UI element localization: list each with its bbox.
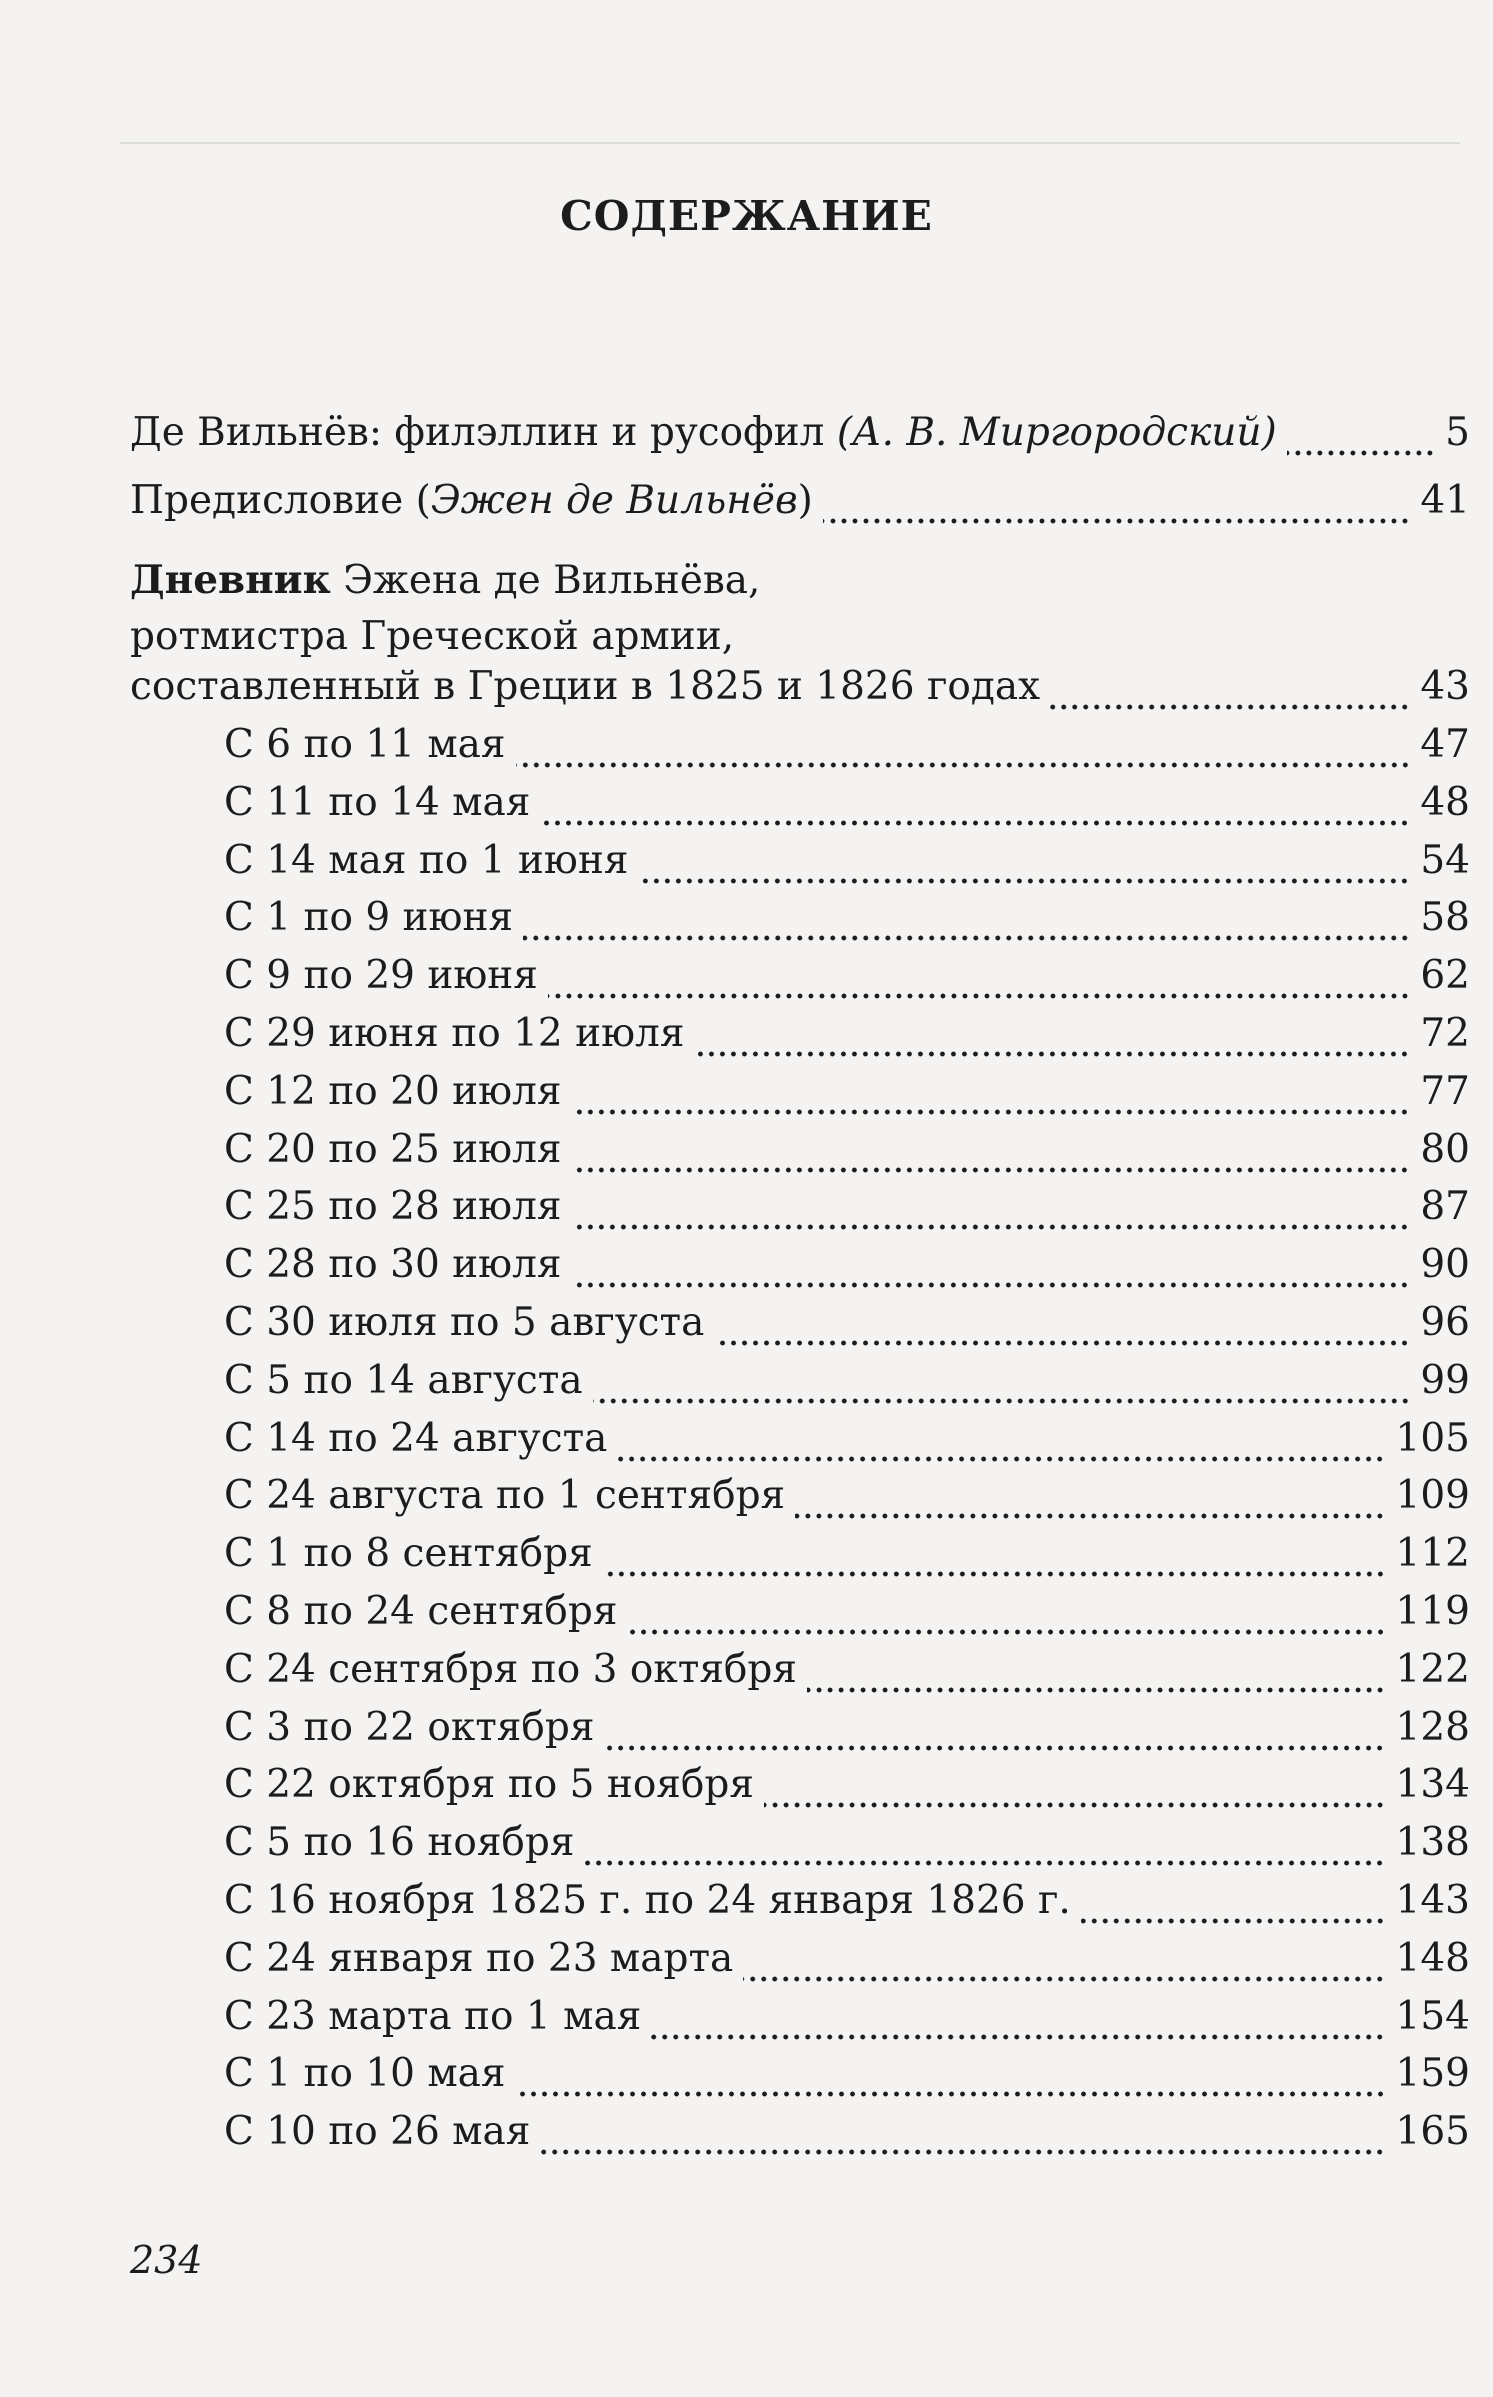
toc-subentry-label: С 23 марта по 1 мая — [224, 1993, 642, 2039]
toc-page-number: 87 — [1420, 1184, 1470, 1230]
dot-leader — [807, 1686, 1386, 1694]
toc-entry-diary-last-line[interactable] — [130, 664, 1470, 722]
toc-entry-author: Эжен де Вильнёв — [430, 478, 798, 523]
toc-page-number: 138 — [1395, 1820, 1470, 1866]
toc-page-number: 41 — [1420, 478, 1470, 523]
dot-leader — [593, 1397, 1411, 1405]
toc-subentry-label: С 1 по 8 сентября — [224, 1531, 593, 1577]
dot-leader — [795, 1512, 1385, 1520]
dot-leader — [571, 1108, 1410, 1116]
toc-subentry[interactable] — [130, 838, 1470, 896]
toc-subentry-label: С 8 по 24 сентября — [224, 1589, 618, 1634]
dot-leader — [540, 2148, 1385, 2156]
dot-leader — [638, 877, 1410, 885]
dot-leader — [823, 517, 1410, 525]
toc-subentry-label: С 24 января по 23 марта — [224, 1935, 734, 1981]
dot-leader — [584, 1859, 1385, 1867]
toc-subentry-label: С 20 по 25 июля — [224, 1126, 562, 1172]
toc-page-number: 80 — [1420, 1126, 1470, 1172]
toc-entry-preface[interactable] — [130, 478, 1470, 536]
toc-entry-author: (А. В. Миргородский) — [836, 410, 1277, 455]
dot-leader — [743, 1975, 1385, 1983]
toc-page-number: 47 — [1420, 722, 1470, 767]
dot-leader — [628, 1628, 1386, 1636]
toc-subentry[interactable] — [130, 1994, 1470, 2052]
toc-entry-diary[interactable] — [130, 552, 1470, 665]
toc-entry-intro[interactable] — [130, 410, 1470, 468]
toc-subentry[interactable] — [130, 895, 1470, 953]
toc-subentry-label: С 22 октября по 5 ноября — [224, 1762, 754, 1808]
toc-page-number: 122 — [1395, 1646, 1470, 1692]
toc-subentry[interactable] — [130, 1473, 1470, 1531]
dot-leader — [540, 819, 1410, 827]
toc-page-number: 54 — [1420, 837, 1470, 883]
toc-subentry[interactable] — [130, 1127, 1470, 1185]
toc-subentry[interactable] — [130, 1647, 1470, 1705]
dot-leader — [764, 1801, 1386, 1809]
toc-subentry-label: С 30 июля по 5 августа — [224, 1300, 705, 1345]
page-number-footer: 234 — [130, 2238, 203, 2282]
diary-title-line-2: ротмистра Греческой армии, — [130, 614, 735, 659]
toc-subentry[interactable] — [130, 1705, 1470, 1763]
toc-subentry[interactable] — [130, 1820, 1470, 1878]
toc-subentry-label: С 14 мая по 1 июня — [224, 837, 629, 883]
toc-subentry-label: С 6 по 11 мая — [224, 722, 506, 767]
toc-page-number: 119 — [1395, 1589, 1470, 1634]
toc-subentry-label: С 24 августа по 1 сентября — [224, 1473, 786, 1519]
dot-leader — [516, 761, 1411, 769]
dot-leader — [523, 934, 1410, 942]
show-through-rule — [120, 142, 1460, 144]
toc-page-number: 134 — [1395, 1762, 1470, 1808]
toc-subentry-label: С 9 по 29 июня — [224, 953, 538, 999]
toc-page-number: 43 — [1420, 664, 1470, 709]
toc-page-number: 58 — [1420, 895, 1470, 941]
toc-subentry[interactable] — [130, 1762, 1470, 1820]
toc-subentry[interactable] — [130, 1589, 1470, 1647]
toc-page-number: 62 — [1420, 953, 1470, 999]
toc-subentry-label: С 24 сентября по 3 октября — [224, 1646, 797, 1692]
toc-entry-label: Де Вильнёв: филэллин и русофил (А. В. Миргородский) — [130, 410, 1277, 455]
toc-subentry[interactable] — [130, 1011, 1470, 1069]
toc-subentry[interactable] — [130, 1936, 1470, 1994]
toc-subentry-label: С 10 по 26 мая — [224, 2109, 531, 2155]
toc-subentry-label: С 3 по 22 октября — [224, 1704, 595, 1750]
toc-subentry-label: С 5 по 14 августа — [224, 1357, 583, 1403]
toc-page-number: 99 — [1420, 1357, 1470, 1403]
toc-subentry[interactable] — [130, 953, 1470, 1011]
toc-subentry[interactable] — [130, 1300, 1470, 1358]
toc-subentry[interactable] — [130, 1531, 1470, 1589]
toc-subentry[interactable] — [130, 1184, 1470, 1242]
toc-entry-label: Предисловие (Эжен де Вильнёв) — [130, 478, 813, 523]
toc-subentry-label: С 29 июня по 12 июля — [224, 1011, 685, 1056]
diary-title-line-1: Дневник Эжена де Вильнёва, — [130, 557, 761, 603]
toc-page-number: 105 — [1395, 1415, 1470, 1461]
toc-page-number: 112 — [1395, 1531, 1470, 1577]
toc-subentry-label: С 1 по 9 июня — [224, 895, 514, 941]
toc-subentry[interactable] — [130, 1069, 1470, 1127]
toc-subentry-label: С 5 по 16 ноября — [224, 1820, 575, 1866]
dot-leader — [604, 1744, 1385, 1752]
dot-leader — [694, 1050, 1410, 1058]
toc-page-number: 72 — [1420, 1011, 1470, 1056]
dot-leader — [714, 1339, 1410, 1347]
toc-page-number: 90 — [1420, 1242, 1470, 1288]
toc-subentry-label: С 25 по 28 июля — [224, 1184, 562, 1230]
toc-page-number: 5 — [1445, 410, 1470, 455]
dot-leader — [571, 1223, 1410, 1231]
dot-leader — [1081, 1917, 1386, 1925]
toc-subentry[interactable] — [130, 722, 1470, 780]
toc-subentry-label: С 11 по 14 мая — [224, 779, 531, 825]
dot-leader — [603, 1570, 1386, 1578]
page-title: СОДЕРЖАНИЕ — [560, 192, 933, 240]
toc-page-number: 148 — [1395, 1935, 1470, 1981]
toc-page-number: 165 — [1395, 2109, 1470, 2155]
toc-subentry-label: С 12 по 20 июля — [224, 1068, 562, 1114]
toc-subentry-label: С 14 по 24 августа — [224, 1415, 608, 1461]
toc-page-number: 48 — [1420, 779, 1470, 825]
dot-leader — [571, 1281, 1410, 1289]
toc-page-number: 128 — [1395, 1704, 1470, 1750]
toc-subentry[interactable] — [130, 1416, 1470, 1474]
toc-subentry-label: С 1 по 10 мая — [224, 2051, 506, 2097]
toc-page-number: 159 — [1395, 2051, 1470, 2097]
toc-subentry-label: С 16 ноября 1825 г. по 24 января 1826 г. — [224, 1878, 1071, 1923]
toc-page-number: 154 — [1395, 1993, 1470, 2039]
toc-subentry[interactable] — [130, 2109, 1470, 2167]
dot-leader — [1287, 449, 1435, 457]
dot-leader — [651, 2033, 1385, 2041]
toc-subentry[interactable] — [130, 1878, 1470, 1936]
toc-page-number: 143 — [1395, 1878, 1470, 1923]
dot-leader — [617, 1455, 1385, 1463]
toc-subentry[interactable] — [130, 1358, 1470, 1416]
toc-page-number: 109 — [1395, 1473, 1470, 1519]
toc-subentry[interactable] — [130, 2051, 1470, 2109]
diary-title-line-3: составленный в Греции в 1825 и 1826 годах — [130, 664, 1041, 709]
toc-subentry-label: С 28 по 30 июля — [224, 1242, 562, 1288]
dot-leader — [571, 1166, 1410, 1174]
dot-leader — [1050, 703, 1410, 711]
toc-page-number: 96 — [1420, 1300, 1470, 1345]
dot-leader — [516, 2090, 1386, 2098]
dot-leader — [548, 992, 1410, 1000]
toc-subentry[interactable] — [130, 780, 1470, 838]
toc-page-number: 77 — [1420, 1068, 1470, 1114]
toc-subentry[interactable] — [130, 1242, 1470, 1300]
